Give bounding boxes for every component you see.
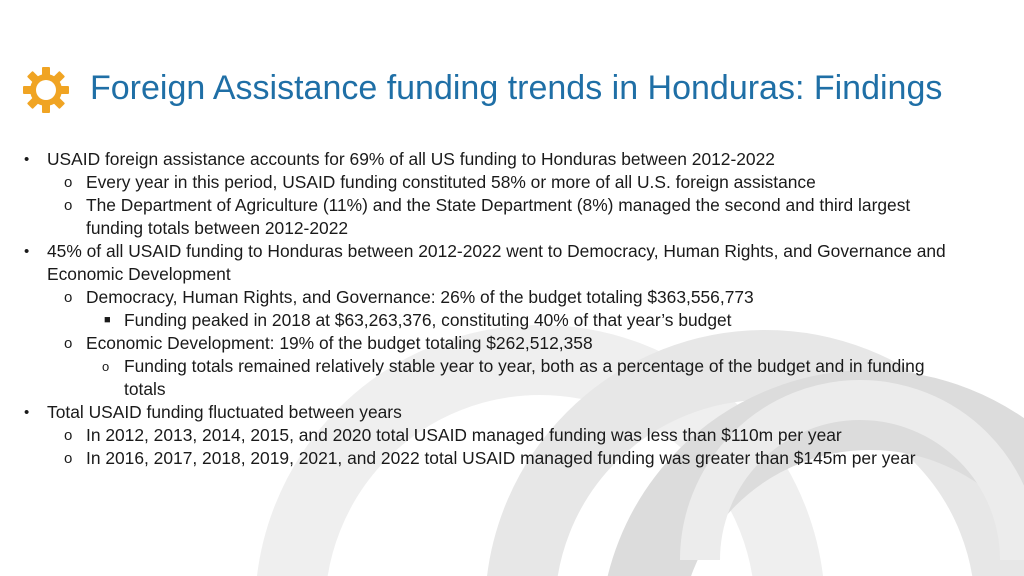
sub-bullet-marker: o xyxy=(64,335,73,352)
bullet-marker: • xyxy=(24,151,30,168)
sub-bullet-marker: o xyxy=(64,289,73,306)
bullet-item: • 45% of all USAID funding to Honduras between 2012-2022 went to Democracy, Human Rights, and Governance and xyxy=(24,241,946,261)
sub-bullet-marker: o xyxy=(64,197,73,214)
page-title: Foreign Assistance funding trends in Honduras: Findings xyxy=(90,69,943,107)
sub-bullet-item: o Economic Development: 19% of the budget totaling $262,512,358 xyxy=(64,333,593,353)
sub-bullet-item: o In 2016, 2017, 2018, 2019, 2021, and 2022 total USAID managed funding was greater than $145m per year xyxy=(64,448,916,468)
sub-sub-bullet-marker: o xyxy=(102,359,110,374)
sub-sub-bullet-continuation: totals xyxy=(124,379,166,399)
bullet-continuation: Economic Development xyxy=(47,264,231,284)
sub-bullet-item: o In 2012, 2013, 2014, 2015, and 2020 total USAID managed funding was less than $110m per year xyxy=(64,425,842,445)
sub-bullet-item: o Every year in this period, USAID funding constituted 58% or more of all U.S. foreign assistance xyxy=(64,172,816,192)
sub-bullet-marker: o xyxy=(64,174,73,191)
gear-icon xyxy=(22,66,70,114)
bullet-marker: • xyxy=(24,243,30,260)
bullet-item: • Total USAID funding fluctuated between years xyxy=(24,402,402,422)
findings-list xyxy=(24,148,999,470)
sub-sub-bullet-item: ■ Funding peaked in 2018 at $63,263,376, constituting 40% of that year’s budget xyxy=(104,310,732,330)
sub-bullet-continuation: funding totals between 2012-2022 xyxy=(86,218,349,238)
sub-bullet-item: o The Department of Agriculture (11%) and the State Department (8%) managed the second and third largest xyxy=(64,195,911,215)
sub-bullet-marker: o xyxy=(64,450,73,467)
bullet-item: • USAID foreign assistance accounts for 69% of all US funding to Honduras between 2012-2022 xyxy=(24,149,775,169)
sub-sub-bullet-item: o Funding totals remained relatively stable year to year, both as a percentage of the budget and in funding xyxy=(102,356,925,376)
square-bullet-marker: ■ xyxy=(104,314,111,326)
bullet-marker: • xyxy=(24,404,30,421)
sub-bullet-marker: o xyxy=(64,427,73,444)
sub-bullet-item: o Democracy, Human Rights, and Governance: 26% of the budget totaling $363,556,773 xyxy=(64,287,754,307)
